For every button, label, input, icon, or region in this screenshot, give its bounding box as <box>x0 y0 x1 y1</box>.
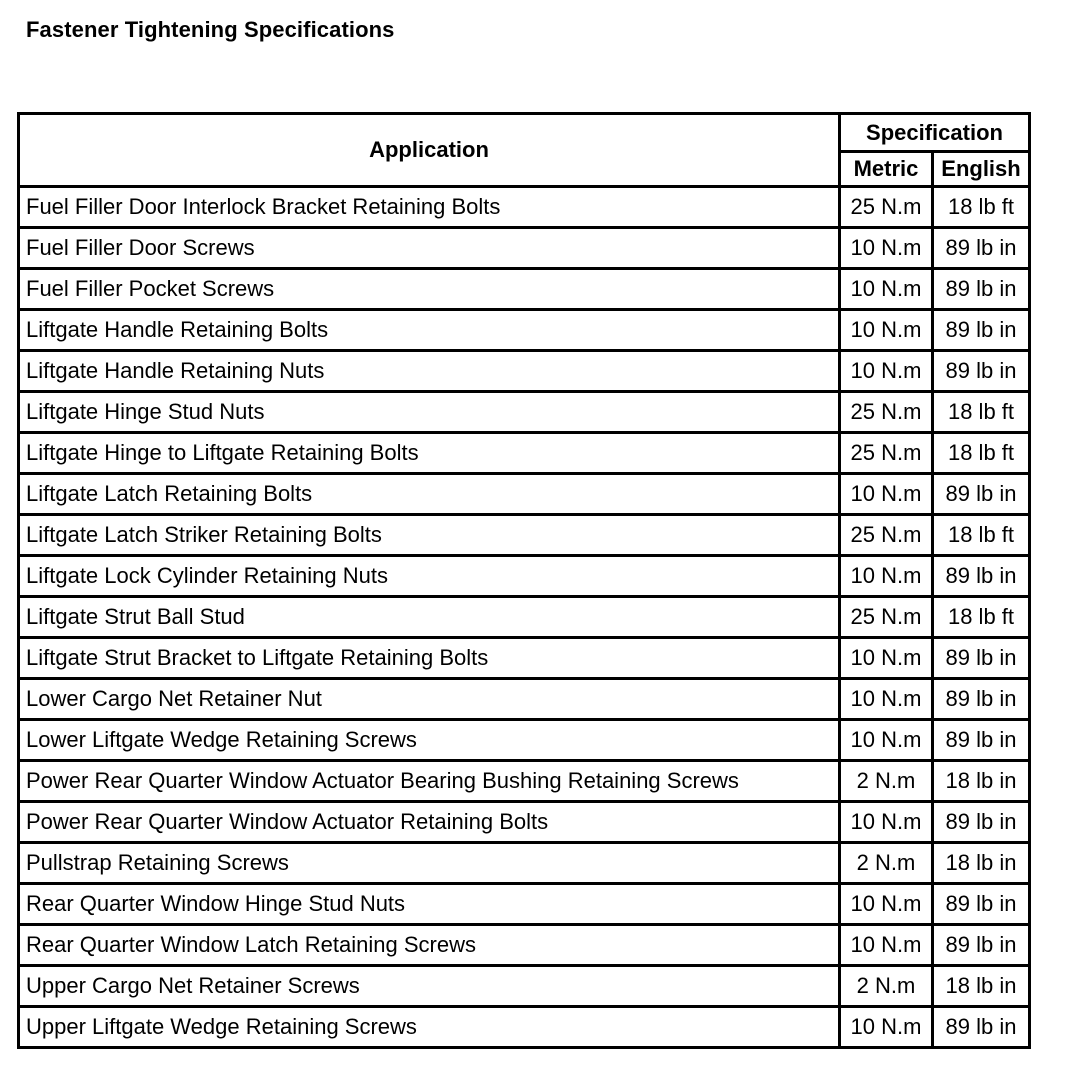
application-cell: Upper Cargo Net Retainer Screws <box>19 966 840 1007</box>
metric-cell: 10 N.m <box>840 884 933 925</box>
application-cell: Fuel Filler Pocket Screws <box>19 269 840 310</box>
metric-cell: 25 N.m <box>840 392 933 433</box>
application-cell: Liftgate Hinge to Liftgate Retaining Bolts <box>19 433 840 474</box>
english-cell: 89 lb in <box>933 925 1030 966</box>
metric-cell: 25 N.m <box>840 433 933 474</box>
metric-cell: 10 N.m <box>840 1007 933 1048</box>
metric-cell: 10 N.m <box>840 638 933 679</box>
table-row <box>19 966 1030 1007</box>
application-header: Application <box>19 114 840 187</box>
english-cell: 18 lb ft <box>933 515 1030 556</box>
english-cell: 18 lb in <box>933 966 1030 1007</box>
table-row <box>19 310 1030 351</box>
table-row <box>19 187 1030 228</box>
application-cell: Liftgate Latch Striker Retaining Bolts <box>19 515 840 556</box>
application-cell: Power Rear Quarter Window Actuator Bearing Bushing Retaining Screws <box>19 761 840 802</box>
table-row <box>19 433 1030 474</box>
table-row <box>19 351 1030 392</box>
metric-cell: 10 N.m <box>840 802 933 843</box>
english-cell: 89 lb in <box>933 720 1030 761</box>
english-cell: 89 lb in <box>933 1007 1030 1048</box>
metric-cell: 10 N.m <box>840 474 933 515</box>
metric-header: Metric <box>840 152 933 187</box>
table-row <box>19 843 1030 884</box>
english-cell: 89 lb in <box>933 679 1030 720</box>
table-row <box>19 474 1030 515</box>
table-row <box>19 1007 1030 1048</box>
english-cell: 89 lb in <box>933 802 1030 843</box>
english-cell: 89 lb in <box>933 884 1030 925</box>
application-cell: Lower Liftgate Wedge Retaining Screws <box>19 720 840 761</box>
english-header: English <box>933 152 1030 187</box>
metric-cell: 10 N.m <box>840 925 933 966</box>
table-row <box>19 720 1030 761</box>
english-cell: 89 lb in <box>933 638 1030 679</box>
english-cell: 89 lb in <box>933 228 1030 269</box>
page-title: Fastener Tightening Specifications <box>26 17 395 42</box>
table-row <box>19 925 1030 966</box>
english-cell: 18 lb in <box>933 843 1030 884</box>
application-cell: Liftgate Latch Retaining Bolts <box>19 474 840 515</box>
application-cell: Fuel Filler Door Interlock Bracket Retaining Bolts <box>19 187 840 228</box>
metric-cell: 2 N.m <box>840 761 933 802</box>
fastener-spec-table <box>17 112 1031 1049</box>
application-cell: Power Rear Quarter Window Actuator Retaining Bolts <box>19 802 840 843</box>
english-cell: 89 lb in <box>933 474 1030 515</box>
application-cell: Liftgate Handle Retaining Bolts <box>19 310 840 351</box>
application-cell: Fuel Filler Door Screws <box>19 228 840 269</box>
metric-cell: 25 N.m <box>840 187 933 228</box>
application-cell: Liftgate Lock Cylinder Retaining Nuts <box>19 556 840 597</box>
metric-cell: 10 N.m <box>840 310 933 351</box>
english-cell: 18 lb ft <box>933 187 1030 228</box>
metric-cell: 2 N.m <box>840 966 933 1007</box>
application-cell: Liftgate Strut Ball Stud <box>19 597 840 638</box>
header-row-top <box>19 114 1030 152</box>
table-row <box>19 392 1030 433</box>
application-cell: Lower Cargo Net Retainer Nut <box>19 679 840 720</box>
english-cell: 89 lb in <box>933 269 1030 310</box>
metric-cell: 2 N.m <box>840 843 933 884</box>
metric-cell: 10 N.m <box>840 351 933 392</box>
application-cell: Upper Liftgate Wedge Retaining Screws <box>19 1007 840 1048</box>
english-cell: 89 lb in <box>933 351 1030 392</box>
application-cell: Rear Quarter Window Latch Retaining Screws <box>19 925 840 966</box>
english-cell: 89 lb in <box>933 556 1030 597</box>
english-cell: 89 lb in <box>933 310 1030 351</box>
specification-header: Specification <box>840 114 1030 152</box>
metric-cell: 10 N.m <box>840 720 933 761</box>
application-cell: Liftgate Strut Bracket to Liftgate Retaining Bolts <box>19 638 840 679</box>
table-row <box>19 597 1030 638</box>
metric-cell: 10 N.m <box>840 228 933 269</box>
table-row <box>19 638 1030 679</box>
metric-cell: 25 N.m <box>840 597 933 638</box>
application-cell: Pullstrap Retaining Screws <box>19 843 840 884</box>
table-row <box>19 556 1030 597</box>
application-cell: Liftgate Hinge Stud Nuts <box>19 392 840 433</box>
table-row <box>19 269 1030 310</box>
table-row <box>19 761 1030 802</box>
metric-cell: 10 N.m <box>840 269 933 310</box>
metric-cell: 10 N.m <box>840 679 933 720</box>
table-row <box>19 228 1030 269</box>
metric-cell: 10 N.m <box>840 556 933 597</box>
application-cell: Rear Quarter Window Hinge Stud Nuts <box>19 884 840 925</box>
table-header <box>19 114 1030 187</box>
english-cell: 18 lb ft <box>933 433 1030 474</box>
metric-cell: 25 N.m <box>840 515 933 556</box>
table-row <box>19 802 1030 843</box>
table-row <box>19 679 1030 720</box>
application-cell: Liftgate Handle Retaining Nuts <box>19 351 840 392</box>
table-row <box>19 515 1030 556</box>
english-cell: 18 lb ft <box>933 392 1030 433</box>
english-cell: 18 lb ft <box>933 597 1030 638</box>
table-row <box>19 884 1030 925</box>
table-body <box>19 187 1030 1048</box>
english-cell: 18 lb in <box>933 761 1030 802</box>
